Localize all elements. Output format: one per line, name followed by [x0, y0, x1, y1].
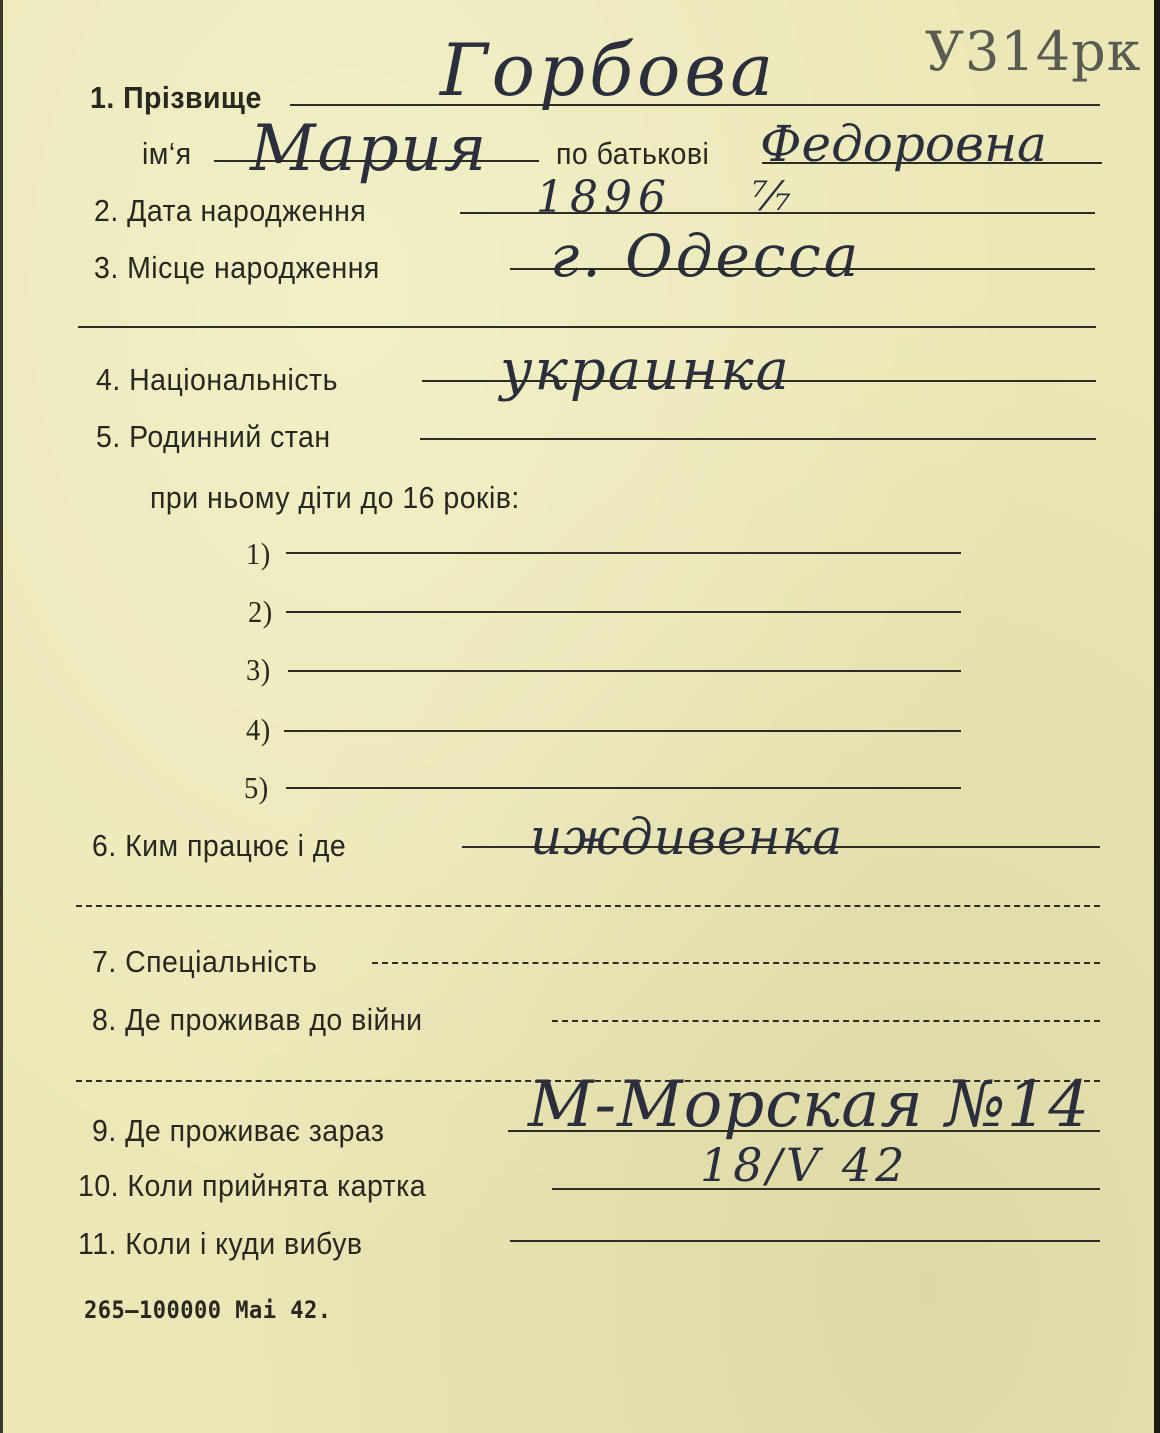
- child-2-num: 2): [248, 594, 273, 629]
- birth-place-line: [510, 268, 1095, 270]
- current-residence-line: [508, 1130, 1100, 1132]
- prewar-residence-line: [552, 1020, 1100, 1022]
- patronymic-value: Федоровна: [760, 115, 1047, 173]
- card-right-edge: [1154, 0, 1160, 1433]
- nationality-label: 4. Національність: [96, 362, 338, 397]
- surname-label: 1. Прізвище: [90, 80, 262, 115]
- birth-date-label: 2. Дата народження: [94, 193, 367, 228]
- surname-line: [290, 104, 1100, 106]
- archive-stamp: У314рк: [925, 20, 1142, 83]
- children-label: при ньому діти до 16 років:: [150, 480, 520, 515]
- child-3-line: [288, 670, 961, 672]
- birth-place-line-2: [78, 326, 1096, 328]
- child-5-line: [286, 787, 961, 789]
- print-mark: 265–100000 Mai 42.: [84, 1296, 332, 1324]
- current-residence-value: М-Морская №14: [528, 1068, 1091, 1142]
- birth-date-value: 1896: [536, 172, 672, 223]
- child-5-num: 5): [244, 770, 269, 805]
- family-status-label: 5. Родинний стан: [96, 419, 331, 454]
- first-name-label: ім‘я: [142, 136, 192, 171]
- current-residence-label: 9. Де проживає зараз: [92, 1113, 385, 1148]
- occupation-line-2: [76, 905, 1100, 907]
- departure-line: [510, 1240, 1100, 1242]
- nationality-value: украинка: [500, 338, 791, 403]
- surname-value: Горбова: [440, 28, 778, 112]
- occupation-value: иждивенка: [530, 808, 844, 866]
- specialty-label: 7. Спеціальність: [92, 944, 318, 979]
- patronymic-line: [762, 162, 1102, 164]
- child-3-num: 3): [246, 652, 271, 687]
- occupation-line: [462, 846, 1100, 848]
- patronymic-label: по батькові: [556, 136, 710, 171]
- card-accepted-label: 10. Коли прийнята картка: [78, 1168, 427, 1203]
- specialty-line: [372, 962, 1100, 964]
- child-1-num: 1): [246, 536, 271, 571]
- child-1-line: [286, 552, 961, 554]
- child-4-line: [284, 730, 961, 732]
- birth-place-value: г. Одесса: [550, 222, 862, 290]
- birth-date-line: [460, 212, 1095, 214]
- family-status-line: [420, 438, 1096, 440]
- occupation-label: 6. Ким працює і де: [92, 828, 347, 863]
- first-name-value: Мария: [250, 112, 489, 186]
- nationality-line: [422, 380, 1096, 382]
- first-name-line: [214, 160, 539, 162]
- child-2-line: [286, 611, 961, 613]
- card-left-edge: [0, 0, 3, 1433]
- birth-place-label: 3. Місце народження: [94, 250, 380, 285]
- card-accepted-value: 18/V 42: [700, 1138, 909, 1192]
- birth-date-extra: ⁷⁄₇: [752, 174, 791, 220]
- departure-label: 11. Коли і куди вибув: [78, 1226, 363, 1261]
- card-accepted-line: [552, 1188, 1100, 1190]
- child-4-num: 4): [246, 712, 271, 747]
- prewar-residence-label: 8. Де проживав до війни: [92, 1002, 423, 1037]
